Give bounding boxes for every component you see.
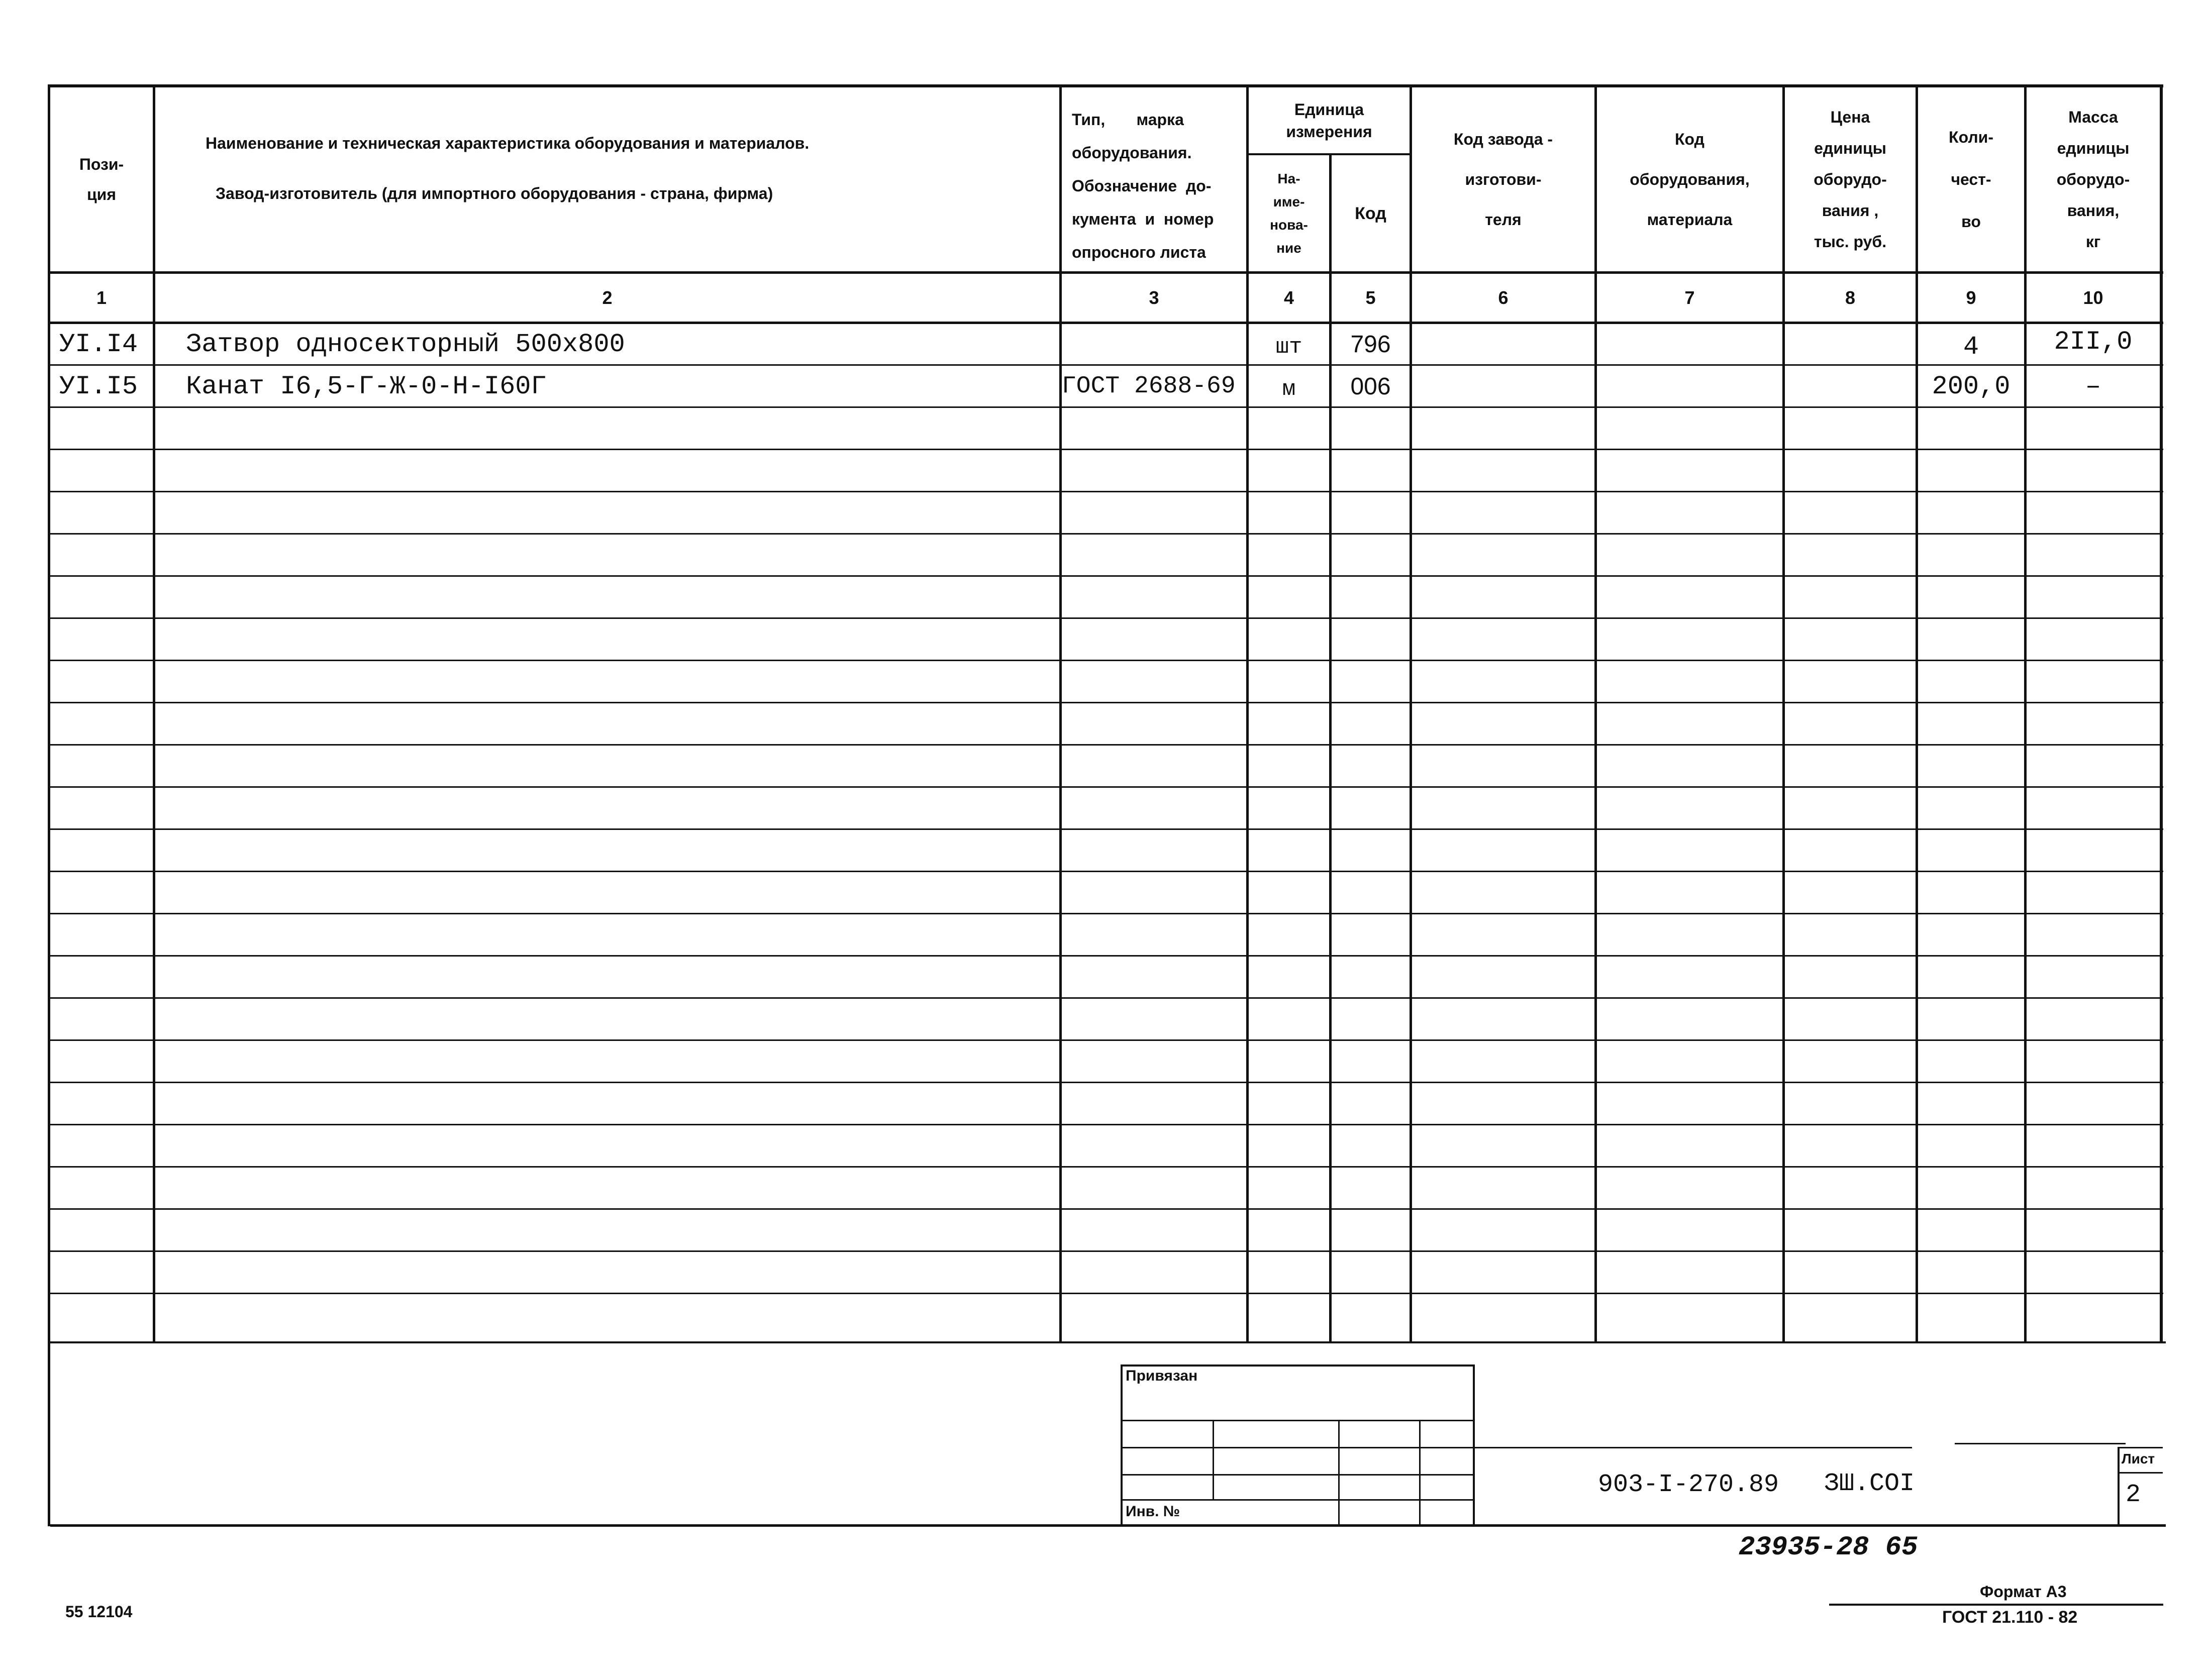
column-number: 6: [1498, 287, 1509, 308]
sheet-format: Формат А3: [1980, 1583, 2067, 1601]
column-number: 2: [602, 287, 613, 308]
document-code: 903-I-270.89: [1598, 1470, 1779, 1499]
standard-reference: ГОСТ 21.110 - 82: [1942, 1608, 2078, 1627]
cell-code: 006: [1350, 373, 1391, 400]
cell-mass: 2II,0: [2054, 327, 2133, 357]
header-unit-price: Цена единицы оборудо- вания , тыс. руб.: [1814, 108, 1887, 251]
header-quantity: Коли- чест- во: [1949, 128, 1993, 231]
handwritten-number: 23935-28 65: [1739, 1532, 1918, 1563]
cell-quantity: 200,0: [1932, 371, 2011, 401]
column-number: 1: [96, 287, 107, 308]
header-unit-group: Единица измерения: [1286, 100, 1372, 141]
cell-mass: –: [2085, 371, 2101, 401]
inventory-number-label: Инв. №: [1126, 1503, 1180, 1520]
archive-number: 55 12104: [65, 1603, 133, 1621]
sheet-number: 2: [2126, 1480, 2141, 1509]
cell-name: Канат I6,5-Г-Ж-0-Н-I60Г: [186, 371, 547, 401]
column-number: 4: [1283, 287, 1294, 308]
cell-name: Затвор односекторный 500х800: [186, 329, 625, 359]
sheet-label: Лист: [2122, 1451, 2155, 1466]
cell-position: УI.I4: [59, 329, 138, 359]
column-number: 3: [1149, 287, 1159, 308]
header-equipment-code: Код оборудования, материала: [1630, 130, 1750, 229]
header-unit-mass: Масса единицы оборудо- вания, кг: [2056, 108, 2130, 251]
column-number: 5: [1365, 287, 1376, 308]
header-type-mark: Тип, марка оборудования. Обозначение до- кумента и номер опросного листа: [1072, 111, 1214, 261]
cell-code: 796: [1350, 331, 1391, 358]
bound-label: Привязан: [1126, 1368, 1198, 1384]
column-number: 9: [1966, 287, 1976, 308]
header-unit-name: На- име- нова- ние: [1270, 171, 1308, 256]
cell-position: УI.I5: [59, 371, 138, 401]
cell-doc: ГОСТ 2688-69: [1062, 373, 1236, 400]
column-number: 10: [2083, 287, 2103, 308]
cell-quantity: 4: [1963, 332, 1979, 362]
cell-doc: [1062, 324, 1246, 364]
sheet-code: ЗШ.СОI: [1824, 1469, 1915, 1498]
header-name-line2: Завод-изготовитель (для импортного оборудования - страна, фирма): [216, 184, 773, 202]
cell-unit: м: [1282, 377, 1296, 402]
column-number: 8: [1845, 287, 1856, 308]
header-factory-code: Код завода - изготови- теля: [1453, 130, 1553, 229]
header-name-line1: Наименование и техническая характеристика оборудования и материалов.: [206, 134, 810, 152]
column-number: 7: [1684, 287, 1695, 308]
header-unit-code: Код: [1355, 204, 1386, 223]
cell-unit: шт: [1275, 335, 1302, 360]
header-position: Пози- ция: [79, 155, 124, 203]
